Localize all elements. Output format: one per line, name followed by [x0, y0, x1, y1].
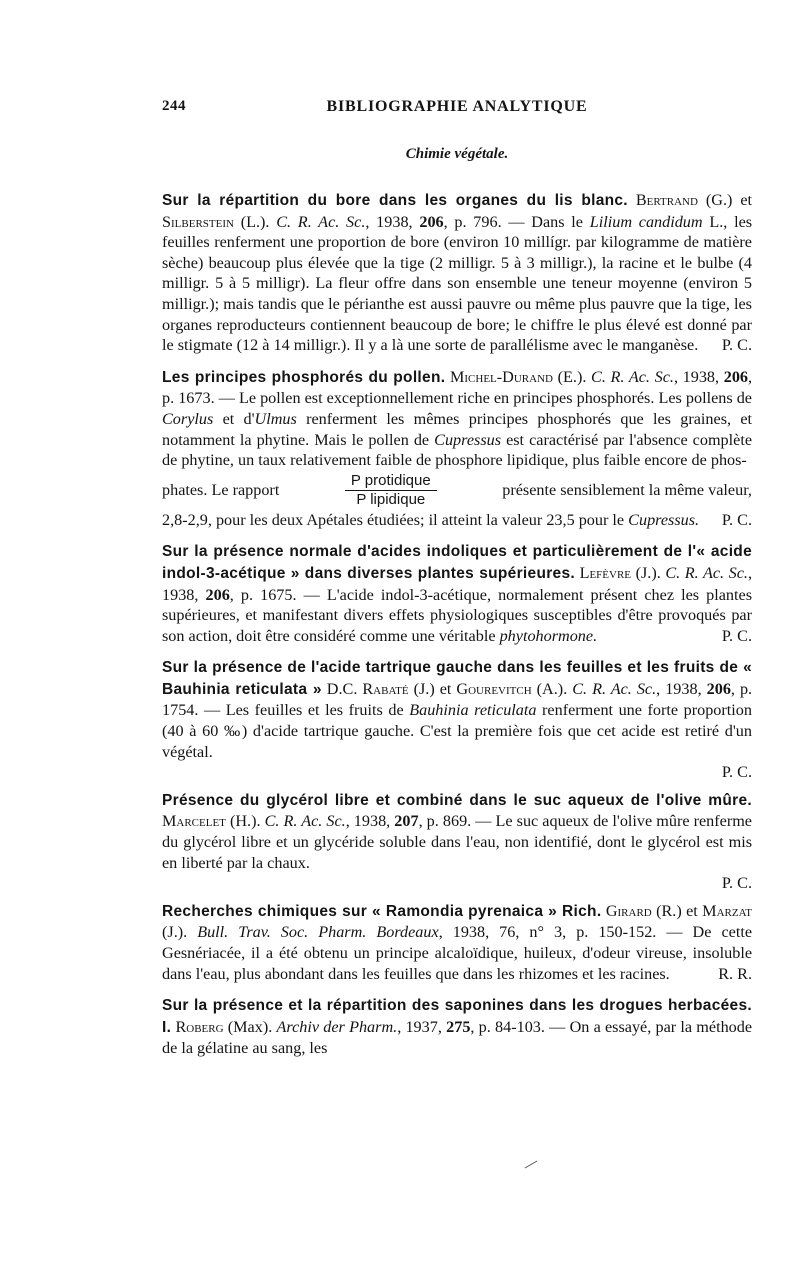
page-number: 244 [162, 98, 186, 114]
reviewer-signature: R. R. [718, 964, 752, 983]
journal-name: C. R. Ac. Sc. [264, 812, 346, 831]
reviewer-signature: P. C. [721, 874, 752, 893]
entry-ramondia [162, 901, 752, 984]
section-title: Chimie végétale. [405, 146, 509, 162]
author-initials: (J.). [635, 563, 661, 582]
abstract-text: , p. 869. — Le suc aqueux de l'olive mûre renferme du glycérol libre et un glycéride soluble dans l'eau, non identifié, dont le glycérol est mis en liberté par la chaux. [162, 812, 752, 872]
publication-year: , 1938, [162, 563, 753, 604]
abstract-text: et d' [222, 409, 255, 428]
entry-title: Sur la présence et la répartition des saponines dans les drogues herbacées. I. [162, 997, 752, 1036]
running-title: BIBLIOGRAPHIE ANALYTIQUE [326, 98, 588, 115]
reviewer-signature: P. C. [721, 626, 752, 645]
entry-saponines [162, 995, 752, 1059]
entry-title: Sur la présence normale d'acides indoliques et particulièrement de l'« acide indol-3-acétique » dans diverses plantes supérieures. [162, 543, 752, 582]
entry-bore-lis [162, 190, 752, 356]
reviewer-signature: P. C. [721, 763, 752, 782]
abstract-text: p. 150-152. — De cette Gesnériacée, il a été obtenu un principe alcaloïdique, huileux, d'odeur vireuse, insoluble dans l'eau, plus abondant dans les feuilles que dans les rhizomes et les racines. [162, 923, 752, 983]
publication-year: , 1938, 76, n° 3, [438, 923, 567, 942]
entry-pollen-phosphores [162, 367, 752, 531]
genus-name: Ulmus [254, 409, 297, 428]
genus-name: Cupressus [434, 430, 502, 449]
author-initials: (A.). [536, 679, 568, 698]
publication-year: , 1938, [656, 679, 702, 698]
author-name: Roberg [175, 1017, 224, 1036]
publication-year: , 1938, [345, 812, 391, 831]
journal-name: Archiv der Pharm. [276, 1017, 398, 1036]
journal-name: C. R. Ac. Sc. [591, 367, 674, 386]
reviewer-signature: P. C. [721, 510, 752, 529]
ratio-prefix: phates. Le rapport [162, 480, 280, 499]
journal-volume: 206 [205, 585, 230, 604]
journal-name: Bull. Trav. Soc. Pharm. Bordeaux [197, 923, 439, 942]
author-initials: (J.) et [413, 679, 452, 698]
stray-pen-mark [525, 1161, 538, 1169]
author-initials: (E.). [557, 367, 587, 386]
ratio-numerator: P protidique [345, 472, 437, 491]
genus-name: Cupressus. [628, 510, 700, 529]
author-initials: (R.) et [656, 901, 698, 920]
author-initials: (H.). [229, 812, 261, 831]
abstract-text: , p. 84-103. — On a essayé, par la méthode de la gélatine au sang, les [162, 1017, 753, 1058]
publication-year: , 1938, [673, 367, 720, 386]
author-name: Gourevitch [456, 679, 532, 698]
bibliography-entries [162, 190, 752, 1070]
species-name: Bauhinia reticulata [409, 701, 537, 720]
abstract-text: est caractérisé par l'absence complète de phytine, un taux relativement faible de phosphore lipidique, plus faible encore de phos- [162, 430, 753, 470]
abstract-text: , p. 1754. — Les feuilles et les fruits de [162, 679, 753, 720]
abstract-text: , p. 796. — Dans le [443, 212, 583, 231]
entry-acide-tartrique [162, 657, 752, 783]
entry-acides-indoliques [162, 541, 752, 646]
journal-name: C. R. Ac. Sc. [276, 212, 366, 231]
author-name: Lefèvre [579, 563, 632, 582]
genus-name: Corylus [162, 409, 214, 428]
author-initials: (L.). [240, 212, 270, 231]
author-initials: (G.) et [705, 191, 753, 209]
abstract-text: L., les feuilles renferment une proportion de bore (environ 10 millígr. par kilogramme de matière sèche) beaucoup plus élevée que la tige (2 milligr. 5 à 3 milligr.), la racine et le bulbe (4 milligr. 5 à 5 milligr). La fleur offre dans son ensemble une teneur moyenne (environ 5 milligr.); mais tandis que le périanthe est aussi pauvre ou même plus pauvre que la tige, les organes reproducteurs contiennent beaucoup de bore; le chiffre le plus élevé est donné par le stigmate (12 à 14 milligr.). Il y a là une sorte de parallélisme avec le manganèse. [162, 212, 753, 355]
journal-volume: 206 [723, 367, 748, 386]
abstract-text: 2,8-2,9, pour les deux Apétales étudiées; il atteint la valeur 23,5 pour le [162, 510, 625, 529]
ratio-denominator: P lipidique [356, 490, 426, 508]
entry-glycerol-olive [162, 790, 752, 894]
journal-volume: 275 [446, 1017, 471, 1036]
abstract-text: , p. 1675. — L'acide indol-3-acétique, normalement présent chez les plantes supérieures, et manifestant divers effets physiologiques susceptibles d'être provoqués par son action, doit être considéré comme une véritable [162, 585, 753, 645]
journal-name: C. R. Ac. Sc. [665, 563, 748, 582]
author-name: Silberstein [162, 212, 234, 231]
publication-year: , 1937, [397, 1017, 442, 1036]
ratio-suffix: présente sensiblement la même valeur, [502, 480, 752, 499]
entry-title: Les principes phosphorés du pollen. [162, 368, 446, 386]
author-name: Girard [605, 901, 652, 920]
abstract-text: renferment les mêmes principes phosphorés que les graines, et notamment la phytine. Mais le pollen de [162, 409, 752, 449]
ratio-line [162, 472, 752, 509]
author-name: Marcelet [162, 812, 226, 831]
abstract-text: renferment une forte proportion (40 à 60 ‰) d'acide tartrique gauche. C'est la première fois que cet acide est retiré d'un végétal. [162, 701, 752, 761]
journal-volume: 206 [706, 679, 731, 698]
author-name: Marzat [702, 901, 753, 920]
author-initials: (Max). [227, 1017, 273, 1036]
author-initials: (J.). [162, 923, 188, 942]
entry-title: Présence du glycérol libre et combiné dans le suc aqueux de l'olive mûre. [162, 791, 752, 809]
author-name: D.C. Rabaté [326, 679, 409, 698]
abstract-text: , p. 1673. — Le pollen est exceptionnellement riche en principes phosphorés. Les pollens de [162, 367, 753, 408]
entry-title: Recherches chimiques sur « Ramondia pyrenaica » Rich. [162, 902, 602, 920]
publication-year: , 1938, [365, 212, 413, 231]
reviewer-signature: P. C. [721, 336, 752, 355]
species-name: Lilium candidum [589, 212, 703, 231]
key-term: phytohormone. [499, 626, 598, 645]
entry-title: Sur la présence de l'acide tartrique gauche dans les feuilles et les fruits de « Bauhinia reticulata » [162, 659, 752, 698]
ratio-fraction [345, 472, 437, 509]
journal-volume: 207 [394, 812, 419, 831]
journal-volume: 206 [419, 212, 444, 231]
journal-name: C. R. Ac. Sc. [572, 679, 657, 698]
author-name: Michel-Durand [450, 367, 553, 386]
author-name: Bertrand [635, 191, 698, 209]
entry-title: Sur la répartition du bore dans les organes du lis blanc. [162, 192, 628, 209]
running-header [162, 98, 752, 118]
